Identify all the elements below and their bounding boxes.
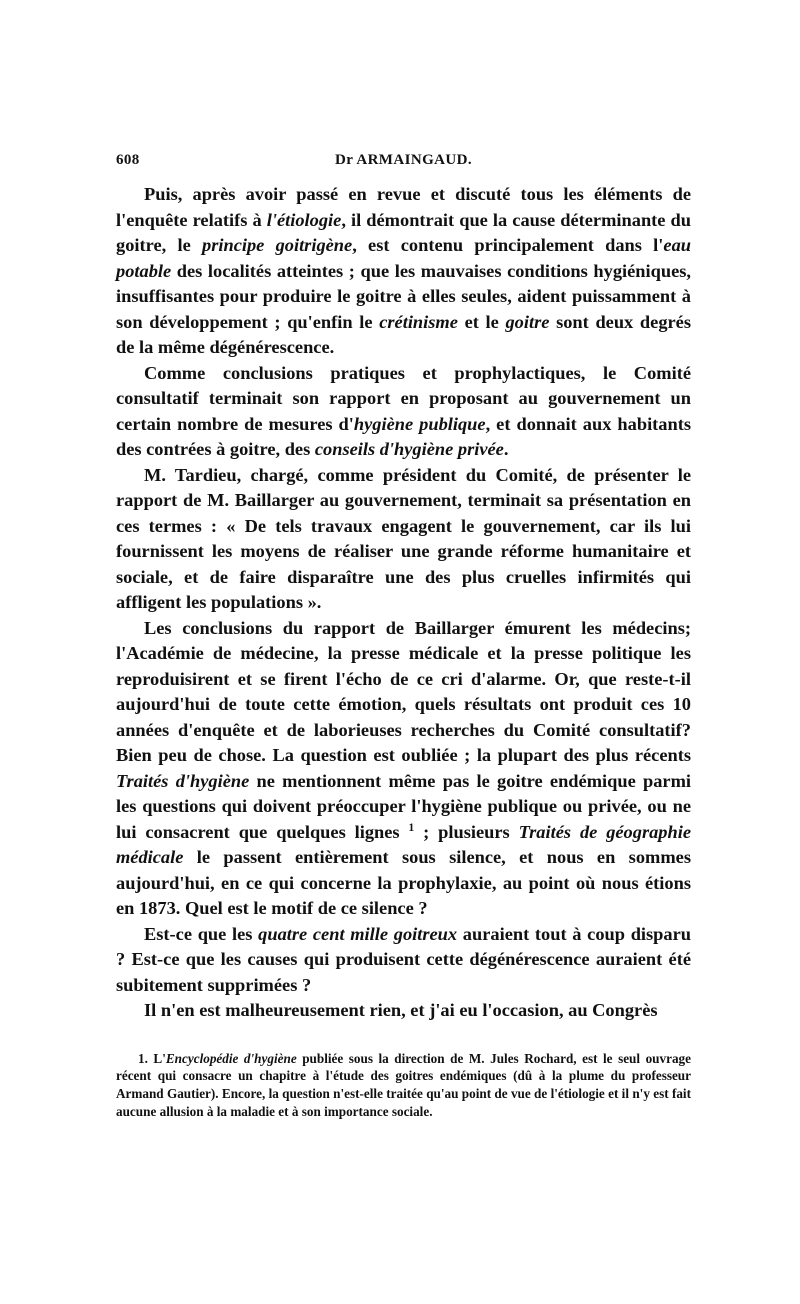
text-run: 1. L' [138, 1050, 166, 1066]
paragraph [116, 361, 691, 463]
paragraph [116, 998, 691, 1024]
footnote [116, 1050, 691, 1121]
footnotes [116, 1050, 691, 1121]
italic-text: goitre [505, 311, 550, 332]
text-run: des localités atteintes ; que les mauvaises conditions hygiéniques, insuffisantes pour produire le goitre à elles seules, aident puissamment à son développement ; qu'enfin le [116, 260, 691, 332]
footnote-reference: 1 [408, 821, 415, 834]
body-text [116, 182, 691, 1024]
book-page [116, 152, 691, 1121]
paragraph [116, 616, 691, 922]
text-run: Comme conclusions pratiques et prophylactiques, le Comité consultatif terminait son rapport en proposant au gouvernement un certain nombre de mesures d' [116, 362, 691, 434]
text-run: ; plusieurs [414, 821, 519, 842]
text-run: Il n'en est malheureusement rien, et j'ai eu l'occasion, au Congrès [144, 1000, 658, 1020]
italic-text: Traités de géographie médicale [116, 821, 691, 867]
italic-text: principe goitrigène [202, 235, 353, 255]
text-run: , est contenu principalement dans l' [352, 235, 664, 255]
text-run: et le [457, 311, 506, 332]
text-run: le passent entièrement sous silence, et nous en sommes aujourd'hui, en ce qui concerne la prophylaxie, au point où nous étions en 1873. Quel est le motif de ce silence ? [116, 847, 691, 918]
italic-text: l'étiologie [266, 209, 342, 230]
paragraph [116, 182, 691, 361]
text-run: Puis, après avoir passé en revue et discuté tous les éléments de l'enquête relatifs à [116, 184, 691, 230]
text-run: auraient tout à coup disparu ? Est-ce que les causes qui produisent cette dégénérescence auraient été subitement supprimées ? [116, 923, 691, 995]
text-run: . [503, 439, 509, 459]
text-run: Est-ce que les [144, 923, 259, 944]
italic-text: eau potable [116, 235, 691, 281]
paragraph [116, 463, 691, 616]
paragraph [116, 922, 691, 999]
italic-text: Encyclopédie d'hygiène [165, 1050, 297, 1066]
italic-text: hygiène publique [353, 413, 486, 434]
text-run: publiée sous la direction de M. Jules Rochard, est le seul ouvrage récent qui consacre un chapitre à l'étude des goitres endémiques (dû à la plume du professeur Armand Gautier). Encore, la question n'est-elle traitée qu'au point de vue de l'étiologie et il n'y est fait aucune allusion à la maladie et à son importance sociale. [116, 1050, 691, 1119]
text-run: ne mentionnent même pas le goitre endémique parmi les questions qui doivent préoccuper l'hygiène publique ou privée, ou ne lui consacrent que quelques lignes [116, 770, 692, 842]
text-run: M. Tardieu, chargé, comme président du Comité, de présenter le rapport de M. Baillarger au gouvernement, terminait sa présentation en ces termes : « De tels travaux engagent le gouvernement, car ils lui fournissent les moyens de réaliser une grande réforme humanitaire et sociale, et de faire disparaître une des plus cruelles infirmités qui affligent les populations ». [116, 464, 691, 612]
italic-text: crétinisme [379, 311, 458, 332]
page-header [116, 152, 691, 174]
running-title: Dr ARMAINGAUD. [335, 152, 472, 168]
text-run: Les conclusions du rapport de Baillarger émurent les médecins; l'Académie de médecine, la presse médicale et la presse politique les reproduisirent et se firent l'écho de ce cri d'alarme. Or, que reste-t-il aujourd'hui de toute cette émotion, quels résultats ont produit ces 10 années d'enquête et de laborieuses recherches du Comité consultatif? Bien peu de chose. La question est oubliée ; la plupart des plus récents [116, 617, 691, 765]
italic-text: quatre cent mille goitreux [258, 923, 458, 944]
italic-text: conseils d'hygiène privée [314, 439, 504, 459]
text-run: , il démontrait que la cause déterminante du goitre, le [116, 209, 691, 255]
page-number: 608 [116, 152, 140, 168]
text-run: , et donnait aux habitants des contrées à goitre, des [116, 413, 692, 459]
text-run: sont deux degrés de la même dégénérescence. [116, 311, 691, 357]
italic-text: Traités d'hygiène [116, 770, 250, 791]
